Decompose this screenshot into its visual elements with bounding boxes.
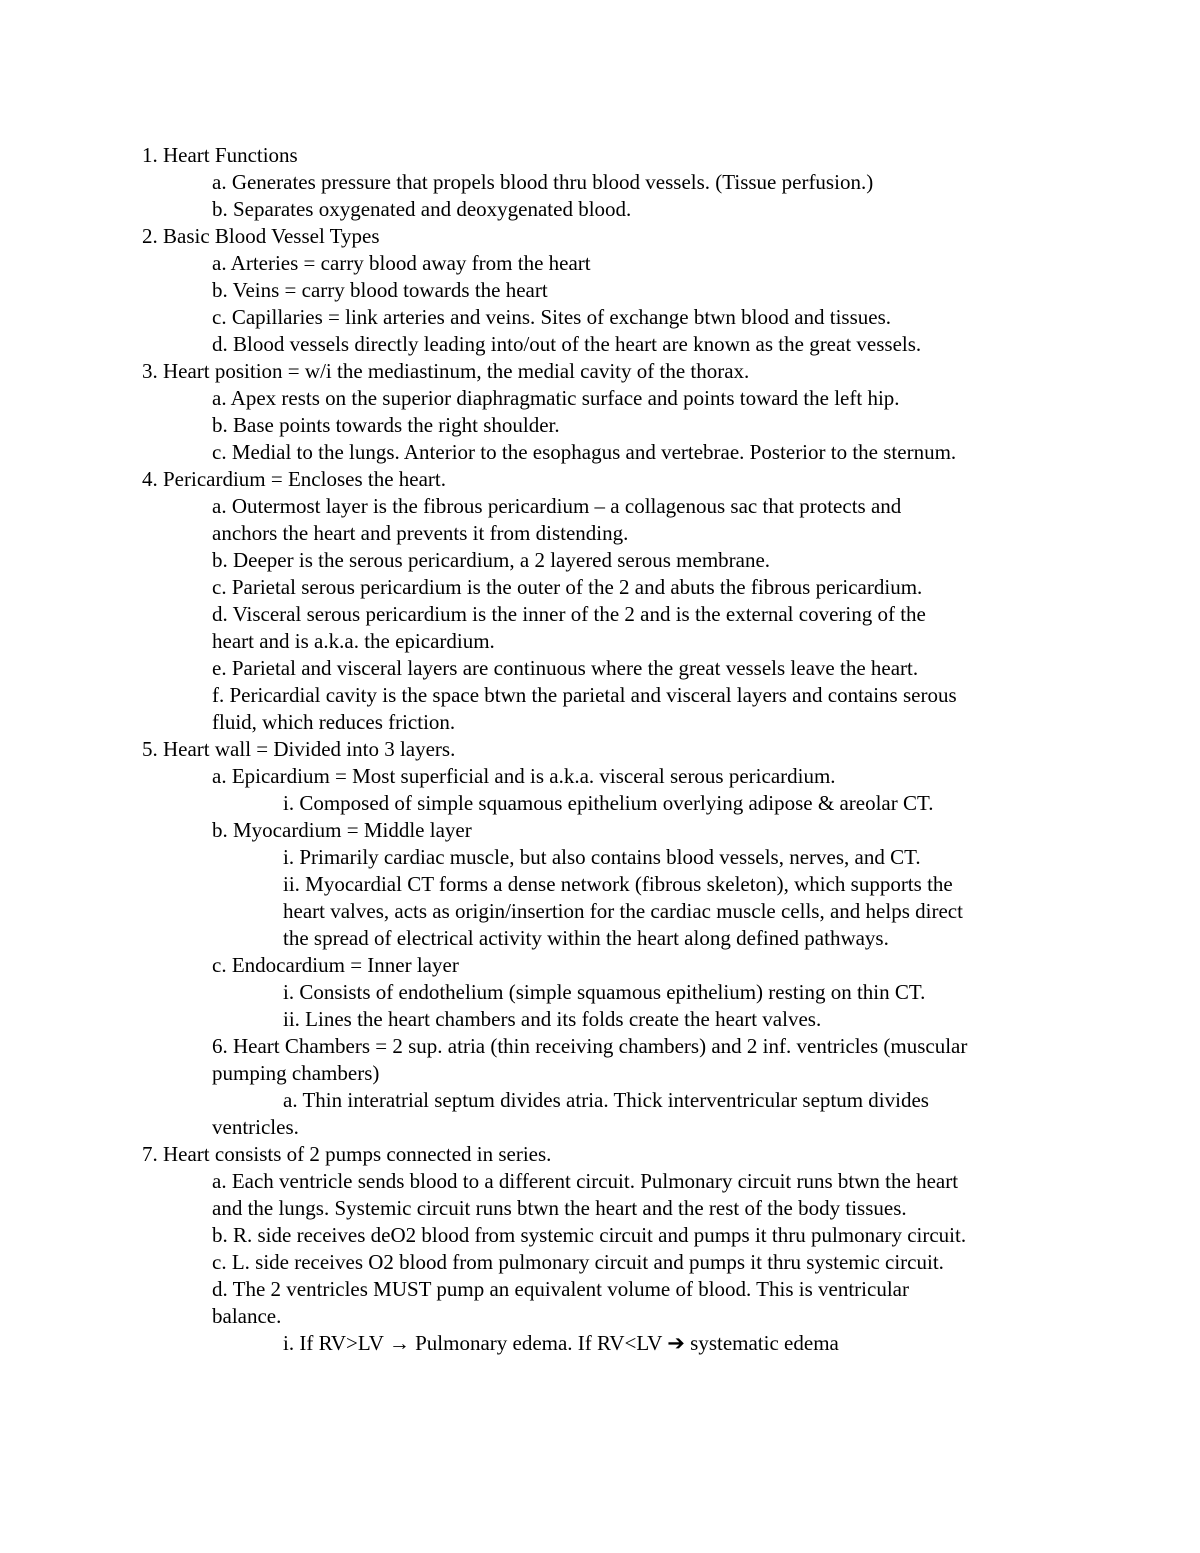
outline-line: d. Blood vessels directly leading into/out of the heart are known as the great vessels. (212, 332, 922, 356)
outline-line: ii. Myocardial CT forms a dense network (fibrous skeleton), which supports the (283, 872, 953, 896)
outline-line: 4. Pericardium = Encloses the heart. (142, 467, 446, 491)
outline-line: f. Pericardial cavity is the space btwn the parietal and visceral layers and contains serous (212, 683, 957, 707)
outline-line: c. Medial to the lungs. Anterior to the esophagus and vertebrae. Posterior to the sternum. (212, 440, 957, 464)
outline-line: b. Veins = carry blood towards the heart (212, 278, 548, 302)
outline-line: a. Epicardium = Most superficial and is a.k.a. visceral serous pericardium. (212, 764, 836, 788)
outline-line: b. Deeper is the serous pericardium, a 2 layered serous membrane. (212, 548, 771, 572)
outline-line: b. Base points towards the right shoulder. (212, 413, 560, 437)
outline-line: 6. Heart Chambers = 2 sup. atria (thin receiving chambers) and 2 inf. ventricles (muscular (212, 1034, 968, 1058)
outline-line: 3. Heart position = w/i the mediastinum, the medial cavity of the thorax. (142, 359, 750, 383)
outline-line: 7. Heart consists of 2 pumps connected in series. (142, 1142, 552, 1166)
outline-line: 1. Heart Functions (142, 143, 298, 167)
outline-line: e. Parietal and visceral layers are continuous where the great vessels leave the heart. (212, 656, 919, 680)
outline-line: 5. Heart wall = Divided into 3 layers. (142, 737, 456, 761)
outline-line: d. The 2 ventricles MUST pump an equivalent volume of blood. This is ventricular (212, 1277, 909, 1301)
outline-line: a. Outermost layer is the fibrous pericardium – a collagenous sac that protects and (212, 494, 902, 518)
outline-line: b. Myocardium = Middle layer (212, 818, 472, 842)
outline-line: c. Endocardium = Inner layer (212, 953, 459, 977)
outline-line: a. Apex rests on the superior diaphragmatic surface and points toward the left hip. (212, 386, 900, 410)
outline-line: i. Consists of endothelium (simple squamous epithelium) resting on thin CT. (283, 980, 926, 1004)
outline-line: fluid, which reduces friction. (212, 710, 456, 734)
outline-line: b. R. side receives deO2 blood from systemic circuit and pumps it thru pulmonary circuit. (212, 1223, 967, 1247)
outline-line: 2. Basic Blood Vessel Types (142, 224, 380, 248)
outline-line: ii. Lines the heart chambers and its folds create the heart valves. (283, 1007, 822, 1031)
outline-line: i. Primarily cardiac muscle, but also contains blood vessels, nerves, and CT. (283, 845, 921, 869)
outline-line: anchors the heart and prevents it from distending. (212, 521, 629, 545)
outline-line: ventricles. (212, 1115, 299, 1139)
outline-line: c. Capillaries = link arteries and veins. Sites of exchange btwn blood and tissues. (212, 305, 892, 329)
outline-line: i. Composed of simple squamous epithelium overlying adipose & areolar CT. (283, 791, 934, 815)
outline-line: heart and is a.k.a. the epicardium. (212, 629, 495, 653)
outline-line: a. Each ventricle sends blood to a different circuit. Pulmonary circuit runs btwn the heart (212, 1169, 959, 1193)
outline-line: c. Parietal serous pericardium is the outer of the 2 and abuts the fibrous pericardium. (212, 575, 923, 599)
outline-line: c. L. side receives O2 blood from pulmonary circuit and pumps it thru systemic circuit. (212, 1250, 944, 1274)
document-page (0, 142, 1200, 1357)
outline-line: pumping chambers) (212, 1061, 380, 1085)
outline-line: i. If RV>LV → Pulmonary edema. If RV<LV ➔ systematic edema (283, 1331, 839, 1355)
outline-line: balance. (212, 1304, 282, 1328)
outline-line: d. Visceral serous pericardium is the inner of the 2 and is the external covering of the (212, 602, 926, 626)
outline-line: and the lungs. Systemic circuit runs btwn the heart and the rest of the body tissues. (212, 1196, 907, 1220)
outline-line: a. Generates pressure that propels blood thru blood vessels. (Tissue perfusion.) (212, 170, 874, 194)
outline-line: the spread of electrical activity within the heart along defined pathways. (283, 926, 889, 950)
outline-line: heart valves, acts as origin/insertion for the cardiac muscle cells, and helps direct (283, 899, 963, 923)
outline-line: b. Separates oxygenated and deoxygenated blood. (212, 197, 632, 221)
outline-line: a. Thin interatrial septum divides atria. Thick interventricular septum divides (283, 1088, 929, 1112)
outline-line: a. Arteries = carry blood away from the heart (212, 251, 591, 275)
